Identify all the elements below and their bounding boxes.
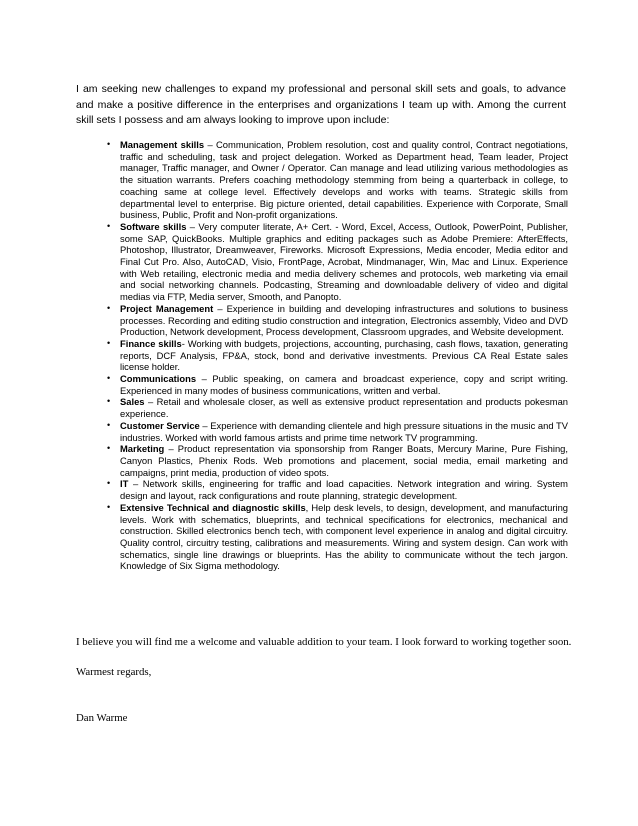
bullet-icon: • <box>107 443 111 454</box>
skill-name: Extensive Technical and diagnostic skills <box>120 501 306 513</box>
skill-description: – Network skills, engineering for traffic and load capacities. Network integration and wiring. System design and layout, rack configurations and route planning, strategic development. <box>120 478 568 502</box>
skill-name: Marketing <box>120 443 165 455</box>
skill-name: Sales <box>120 396 145 408</box>
bullet-icon: • <box>107 478 111 489</box>
bullet-icon: • <box>107 373 111 384</box>
skill-name: Communications <box>120 373 197 385</box>
skill-description: – Communication, Problem resolution, cost and quality control, Contract negotiations, traffic and scheduling, task and project delegation. Worked as Department head, Team leader, Project manager, Traffic manager, and Owner / Operator. Can manage and lead utilizing various methodologies as the situation warrants. Prefers coaching methodology stemming from being a quarterback in college, to coaching same at college level. Effectively develops and works with teams. Strategic skills from departmental level to enterprise. Big picture oriented, detail capabilities. Experience with Corporate, Small business, Public, Profit and Non-profit organizations. <box>120 139 568 221</box>
list-item <box>107 478 568 502</box>
skill-name: Customer Service <box>120 419 200 431</box>
skill-name: Management skills <box>120 139 205 150</box>
list-item <box>107 419 568 443</box>
bullet-icon: • <box>107 302 111 313</box>
skill-description: – Very computer literate, A+ Cert. - Word, Excel, Access, Outlook, PowerPoint, Publisher, some SAP, QuickBooks. Multiple graphics and editing packages such as Adobe Premiere: AfterEffects, Photoshop, Illustrator, Dreamweaver, Fireworks. Microsoft Expressions, Media encoder, Media editor and Final Cut Pro. Also, AutoCAD, Visio, FrontPage, Acrobat, Mindmanager, Win, Mac and Linux. Experience with Web retailing, electronic media and media delivery schemes and protocols, web marketing via email and social networking channels. Podcasting, Streaming and downloadable delivery of video and digital medias via FTP, Media server, Smooth, and Panopto. <box>120 220 568 303</box>
signature-name: Dan Warme <box>76 712 128 724</box>
bullet-icon: • <box>107 501 111 512</box>
skill-description: , Help desk levels, to design, development, and manufacturing levels. Work with schematics, blueprints, and technical specifications for electronics, mechanical and construction. Skilled electronics bench tech, with component level experience in analog and digital circuitry. Quality control, circuitry testing, calibrations and measurements. Wiring and system design. Can work with schematics, single line drawings or blueprints. Has the ability to communicate without the tech jargon. Knowledge of Six Sigma methodology. <box>120 501 568 572</box>
list-item <box>107 337 568 373</box>
skill-name: Project Management <box>120 302 214 314</box>
bullet-icon: • <box>107 337 111 348</box>
list-item <box>107 373 568 396</box>
skill-description: – Public speaking, on camera and broadcast experience, copy and script writing. Experienced in many modes of business communications, written and verbal. <box>120 373 568 396</box>
skill-name: IT <box>120 478 129 490</box>
bullet-icon: • <box>107 419 111 430</box>
bullet-icon: • <box>107 396 111 407</box>
bullet-icon: • <box>107 220 111 231</box>
bullet-icon: • <box>107 139 111 149</box>
list-item <box>107 501 568 572</box>
skills-list <box>107 139 568 572</box>
skill-name: Software skills <box>120 220 187 232</box>
list-item <box>107 443 568 478</box>
list-item <box>107 396 568 420</box>
list-item <box>107 139 568 221</box>
salutation: Warmest regards, <box>76 666 152 678</box>
list-item <box>107 302 568 338</box>
list-item <box>107 220 568 303</box>
skill-description: – Product representation via sponsorship from Ranger Boats, Mercury Marine, Pure Fishing, Canyon Plastics, Phenix Rods. Web promotions and placement, social media, email marketing and campaigns, print media, production of video spots. <box>120 443 568 478</box>
skill-description: – Experience in building and developing infrastructures and solutions to business processes. Recording and editing studio construction and integration, Electronics assembly, Video and DVD Production, Network development, Process development, Classroom upgrades, and Website development. <box>120 302 568 338</box>
closing-line: I believe you will find me a welcome and valuable addition to your team. I look forward to working together soon. <box>76 636 572 648</box>
skill-description: – Experience with demanding clientele and high pressure situations in the music and TV industries. Worked with world famous artists and prime time network TV programming. <box>120 419 568 443</box>
skill-description: – Retail and wholesale closer, as well as extensive product representation and products pokesman experience. <box>120 396 568 420</box>
skill-name: Finance skills <box>120 337 182 349</box>
intro-paragraph: I am seeking new challenges to expand my professional and personal skill sets and goals, to advance and make a positive difference in the enterprises and organizations I team up with. Among the current skill sets I possess and am always looking to improve upon include: <box>76 83 566 126</box>
skill-description: - Working with budgets, projections, accounting, purchasing, cash flows, taxation, generating reports, DCF Analysis, FP&A, stock, bond and derivative investments. Previous CA Real Estate sales license holder. <box>120 337 568 373</box>
